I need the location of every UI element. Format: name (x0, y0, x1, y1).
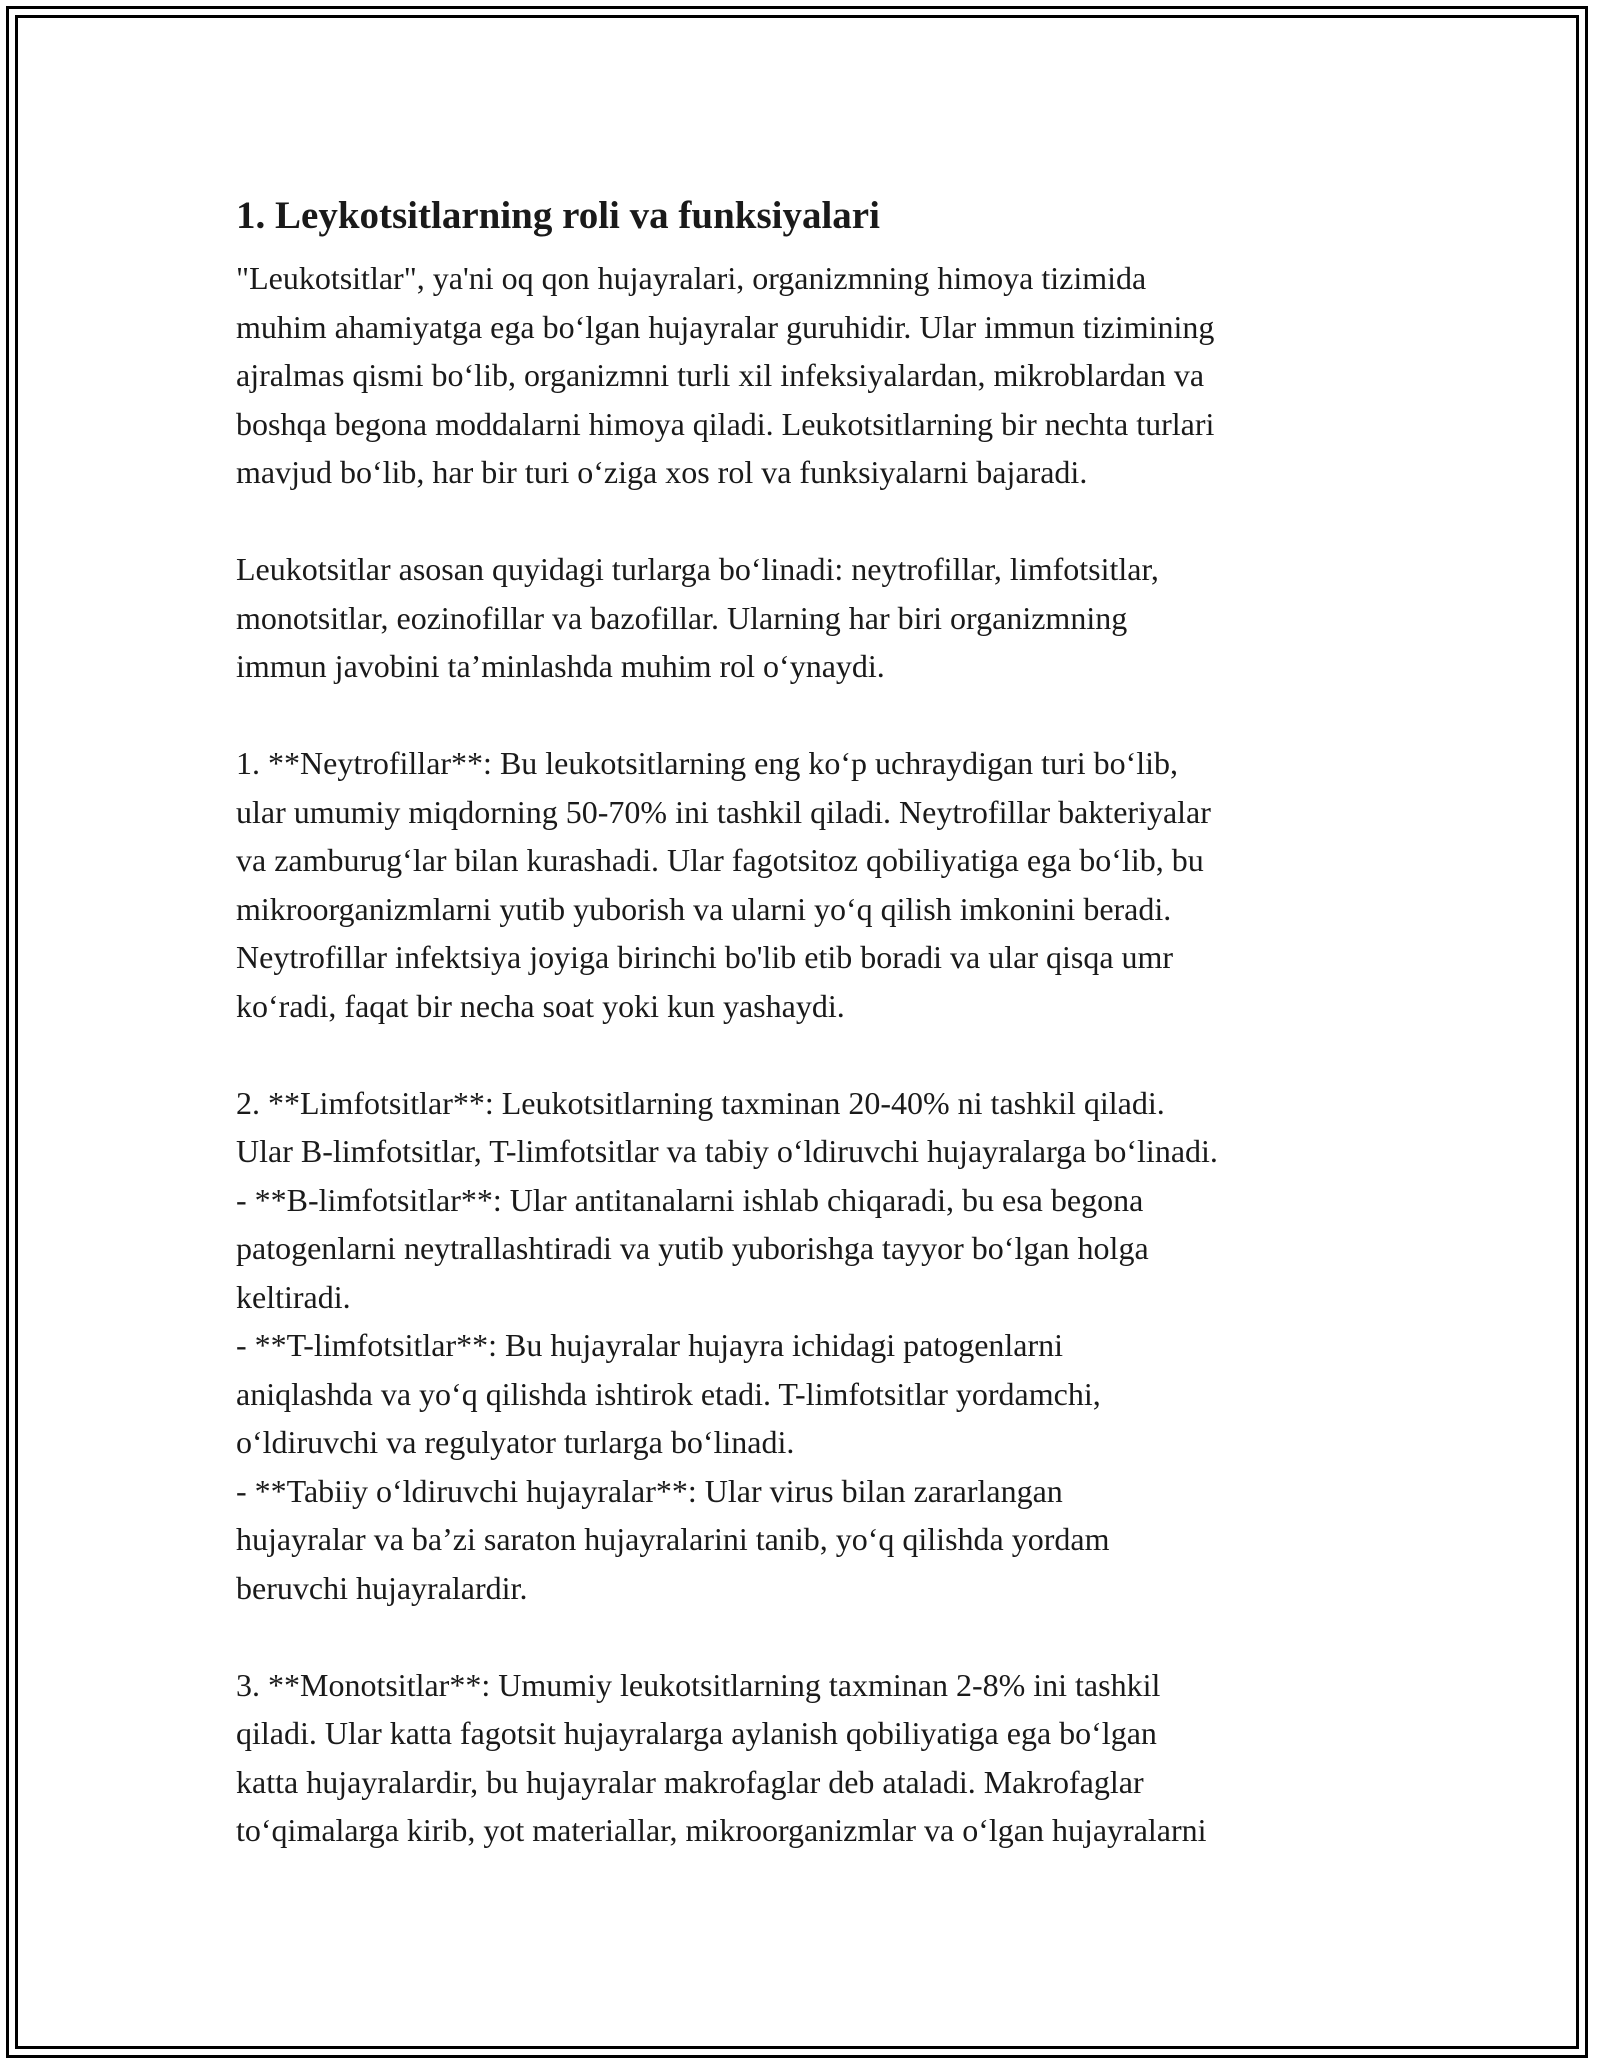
paragraph-spacer (236, 691, 1386, 740)
paragraph-spacer (236, 1030, 1386, 1079)
paragraph-spacer (236, 497, 1386, 546)
section-heading: 1. Leykotsitlarning roli va funksiyalari (236, 194, 880, 237)
document-body (236, 180, 1386, 1855)
paragraph-neutrophils: 1. **Neytrofillar**: Bu leukotsitlarning eng ko‘p uchraydigan turi bo‘lib, ular umumiy miqdorning 50-70% ini tashkil qiladi. Neytrofillar bakteriyalar va zamburug‘lar bilan kurashadi. Ular fagotsitoz qobiliyatiga ega bo‘lib, bu mikroorganizmlarni yutib yuborish va ularni yo‘q qilish imkonini beradi. Neytrofillar infektsiya joyiga birinchi bo'lib etib boradi va ular qisqa umr ko‘radi, faqat bir necha soat yoki kun yashaydi. (236, 745, 1211, 1024)
paragraph-monocytes: 3. **Monotsitlar**: Umumiy leukotsitlarning taxminan 2-8% ini tashkil qiladi. Ular katta fagotsit hujayralarga aylanish qobiliyatiga ega bo‘lgan katta hujayralardir, bu hujayralar makrofaglar deb ataladi. Makrofaglar to‘qimalarga kirib, yot materiallar, mikroorganizmlar va o‘lgan hujayralarni (236, 1666, 1207, 1848)
paragraph-spacer (236, 1612, 1386, 1661)
paragraph-types: Leukotsitlar asosan quyidagi turlarga bo‘linadi: neytrofillar, limfotsitlar, monotsitlar, eozinofillar va bazofillar. Ularning har biri organizmning immun javobini ta’minlashda muhim rol o‘ynaydi. (236, 551, 1159, 684)
paragraph-lymphocytes: 2. **Limfotsitlar**: Leukotsitlarning taxminan 20-40% ni tashkil qiladi. Ular B-limfotsitlar, T-limfotsitlar va tabiy o‘ldiruvchi hujayralarga bo‘linadi. - **B-limfotsitlar**: Ular antitanalarni ishlab chiqaradi, bu esa begona patogenlarni neytrallashtiradi va yutib yuborishga tayyor bo‘lgan holga keltiradi. - **T-limfotsitlar**: Bu hujayralar hujayra ichidagi patogenlarni aniqlashda va yo‘q qilishda ishtirok etadi. T-limfotsitlar yordamchi, o‘ldiruvchi va regulyator turlarga bo‘linadi. - **Tabiiy o‘ldiruvchi hujayralar**: Ular virus bilan zararlangan hujayralar va ba’zi saraton hujayralarini tanib, yo‘q qilishda yordam beruvchi hujayralardir. (236, 1084, 1218, 1606)
paragraph-intro: "Leukotsitlar", ya'ni oq qon hujayralari, organizmning himoya tizimida muhim ahamiyatga ega bo‘lgan hujayralar guruhidir. Ular immun tizimining ajralmas qismi bo‘lib, organizmni turli xil infeksiyalardan, mikroblardan va boshqa begona moddalarni himoya qiladi. Leukotsitlarning bir nechta turlari mavjud bo‘lib, har bir turi o‘ziga xos rol va funksiyalarni bajaradi. (236, 260, 1215, 490)
